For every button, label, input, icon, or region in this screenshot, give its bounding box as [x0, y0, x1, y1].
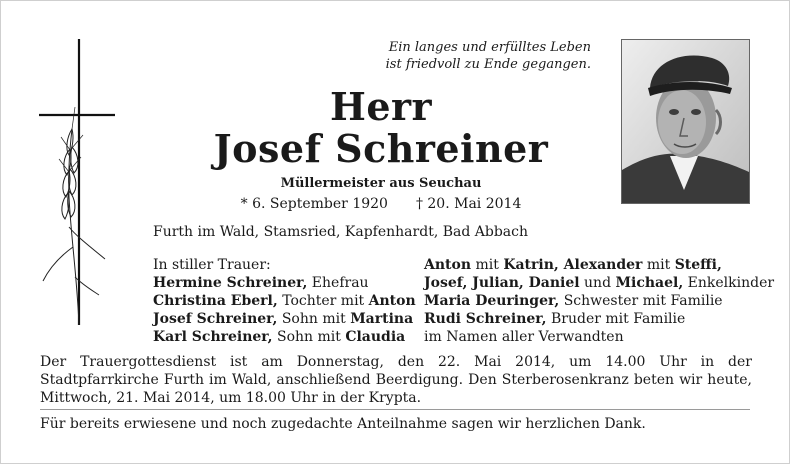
occupation: Müllermeister aus Seuchau [280, 176, 482, 191]
portrait-image [622, 40, 749, 203]
mourner-row: Karl Schreiner, Sohn mit Claudia [153, 329, 406, 345]
mourner-row: Hermine Schreiner, Ehefrau [153, 275, 369, 291]
mourner-row: Rudi Schreiner, Bruder mit Familie [424, 311, 686, 327]
mourners-right [424, 256, 774, 346]
birth-date: * 6. September 1920 [240, 196, 388, 212]
mourner-row: Anton mit Katrin, Alexander mit Steffi, [424, 257, 722, 273]
death-date: † 20. Mai 2014 [415, 196, 522, 212]
motto-line-1: Ein langes und erfülltes Leben [388, 40, 591, 55]
cross-wheat-icon [39, 37, 139, 327]
mourner-row: Josef Schreiner, Sohn mit Martina [153, 311, 414, 327]
places: Furth im Wald, Stamsried, Kapfenhardt, Bad Abbach [153, 224, 528, 240]
deceased-name: Josef Schreiner [213, 126, 549, 171]
portrait-photo [621, 39, 750, 204]
mourner-row: Maria Deuringer, Schwester mit Familie [424, 293, 723, 309]
salutation: Herr [329, 84, 433, 129]
mourner-row: im Namen aller Verwandten [424, 329, 624, 345]
name-block [141, 84, 621, 214]
motto [366, 39, 591, 73]
mourners-left [153, 256, 416, 346]
life-dates [141, 194, 621, 214]
divider [40, 409, 750, 410]
motto-line-2: ist friedvoll zu Ende gegangen. [385, 57, 591, 72]
mourner-row: Christina Eberl, Tochter mit Anton [153, 293, 416, 309]
funeral-service-text: Der Trauergottesdienst ist am Donnerstag, den 22. Mai 2014, um 14.00 Uhr in der Stadtpfarrkirche Furth im Wald, anschließend Beerdigung. Den Sterberosenkranz beten wir heute, Mittwoch, 21. Mai 2014, um 18.00 Uhr in der Krypta. [40, 354, 752, 406]
mourner-row: In stiller Trauer: [153, 257, 271, 273]
mourner-row: Josef, Julian, Daniel und Michael, Enkelkinder [424, 275, 775, 291]
thanks-text: Für bereits erwiesene und noch zugedachte Anteilnahme sagen wir herzlichen Dank. [40, 416, 646, 432]
